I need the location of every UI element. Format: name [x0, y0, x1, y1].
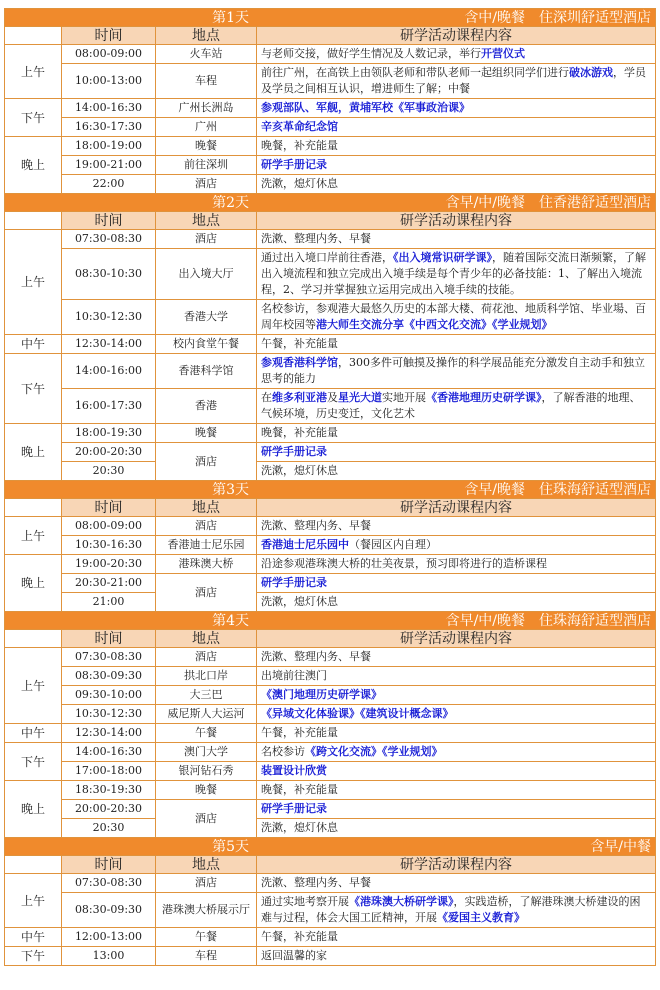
time-cell: 20:00-20:30: [62, 800, 156, 819]
col-place: 地点: [156, 499, 257, 517]
table-row: [5, 137, 656, 156]
place-cell: 酒店: [156, 230, 257, 249]
table-row: [5, 762, 656, 781]
slot-label: 晚上: [5, 137, 62, 194]
slot-label: 晚上: [5, 555, 62, 612]
day-lodging: 含早/晚餐 住珠海舒适型酒店: [464, 481, 652, 498]
content-cell: 辛亥革命纪念馆: [257, 118, 656, 137]
col-course: 研学活动课程内容: [257, 630, 656, 648]
slot-label: 上午: [5, 874, 62, 928]
col-course: 研学活动课程内容: [257, 856, 656, 874]
content-cell: 研学手册记录: [257, 156, 656, 175]
place-cell: 香港科学馆: [156, 354, 257, 389]
slot-label: 晚上: [5, 424, 62, 481]
time-cell: 12:30-14:00: [62, 335, 156, 354]
content-cell: 通过出入境口岸前往香港，《出入境常识研学课》，随着国际交流日渐频繁，了解出入境流程和独立完成出入境手续是每个青少年的必备技能：1、了解出入境流程，2、学习并掌握独立运用完成出入境手续的技能。: [257, 249, 656, 300]
col-place: 地点: [156, 856, 257, 874]
time-cell: 13:00: [62, 947, 156, 966]
content-cell: 前往广州，在高铁上由领队老师和带队老师一起组织同学们进行破冰游戏，学员及学员之间相互认识，增进师生了解；中餐: [257, 64, 656, 99]
table-row: [5, 724, 656, 743]
place-cell: 火车站: [156, 45, 257, 64]
table-row: [5, 230, 656, 249]
place-cell: 酒店: [156, 175, 257, 194]
table-row: [5, 667, 656, 686]
content-cell: 洗漱、整理内务、早餐: [257, 648, 656, 667]
day-header: [5, 481, 656, 499]
table-row: [5, 443, 656, 462]
place-cell: 酒店: [156, 800, 257, 838]
place-cell: 广州: [156, 118, 257, 137]
table-row: [5, 45, 656, 64]
table-row: [5, 156, 656, 175]
time-cell: 19:00-20:30: [62, 555, 156, 574]
place-cell: 拱北口岸: [156, 667, 257, 686]
content-cell: 名校参访《跨文化交流》《学业规划》: [257, 743, 656, 762]
table-row: [5, 175, 656, 194]
table-row: [5, 118, 656, 137]
slot-label: 下午: [5, 354, 62, 424]
time-cell: 14:00-16:30: [62, 99, 156, 118]
slot-label: 上午: [5, 517, 62, 555]
table-row: [5, 781, 656, 800]
content-cell: 晚餐，补充能量: [257, 424, 656, 443]
day-header: [5, 612, 656, 630]
slot-label: 上午: [5, 230, 62, 335]
table-row: [5, 99, 656, 118]
col-place: 地点: [156, 27, 257, 45]
place-cell: 晚餐: [156, 424, 257, 443]
table-row: [5, 64, 656, 99]
time-cell: 20:30: [62, 462, 156, 481]
column-header-row: [5, 630, 656, 648]
time-cell: 17:00-18:00: [62, 762, 156, 781]
col-time: 时间: [62, 499, 156, 517]
place-cell: 出入境大厅: [156, 249, 257, 300]
place-cell: 香港迪士尼乐园: [156, 536, 257, 555]
place-cell: 酒店: [156, 443, 257, 481]
time-cell: 07:30-08:30: [62, 874, 156, 893]
content-cell: 洗漱，熄灯休息: [257, 462, 656, 481]
table-row: [5, 593, 656, 612]
time-cell: 10:30-16:30: [62, 536, 156, 555]
day-title: 第3天: [212, 481, 249, 498]
content-cell: 午餐，补充能量: [257, 335, 656, 354]
content-cell: 研学手册记录: [257, 443, 656, 462]
content-cell: 参观香港科学馆，300多件可触摸及操作的科学展品能充分激发自主动手和独立思考的能力: [257, 354, 656, 389]
place-cell: 晚餐: [156, 781, 257, 800]
time-cell: 08:30-09:30: [62, 893, 156, 928]
place-cell: 午餐: [156, 928, 257, 947]
table-row: [5, 462, 656, 481]
table-row: [5, 335, 656, 354]
content-cell: 《异域文化体验课》《建筑设计概念课》: [257, 705, 656, 724]
table-row: [5, 928, 656, 947]
table-row: [5, 893, 656, 928]
place-cell: 大三巴: [156, 686, 257, 705]
place-cell: 威尼斯人大运河: [156, 705, 257, 724]
table-row: [5, 555, 656, 574]
table-row: [5, 648, 656, 667]
content-cell: 晚餐，补充能量: [257, 781, 656, 800]
time-cell: 08:00-09:00: [62, 517, 156, 536]
time-cell: 08:30-09:30: [62, 667, 156, 686]
place-cell: 银河钻石秀: [156, 762, 257, 781]
table-row: [5, 819, 656, 838]
day-title: 第5天: [212, 838, 249, 855]
content-cell: 通过实地考察开展《港珠澳大桥研学课》，实践造桥，了解港珠澳大桥建设的困难与过程，体会大国工匠精神，开展《爱国主义教育》: [257, 893, 656, 928]
time-cell: 16:00-17:30: [62, 389, 156, 424]
place-cell: 午餐: [156, 724, 257, 743]
itinerary-document: [4, 8, 655, 966]
time-cell: 09:30-10:00: [62, 686, 156, 705]
place-cell: 酒店: [156, 874, 257, 893]
time-cell: 08:30-10:30: [62, 249, 156, 300]
content-cell: 名校参访，参观港大最悠久历史的本部大楼、荷花池、地质科学馆、毕业場、百周年校园等港大师生交流分享《中西文化交流》《学业规划》: [257, 300, 656, 335]
content-cell: 洗漱，熄灯休息: [257, 175, 656, 194]
time-cell: 08:00-09:00: [62, 45, 156, 64]
time-cell: 20:30-21:00: [62, 574, 156, 593]
content-cell: 在维多利亚港及星光大道实地开展《香港地理历史研学课》，了解香港的地理、气候环境，历史变迁，文化艺术: [257, 389, 656, 424]
slot-label: 晚上: [5, 781, 62, 838]
place-cell: 广州长洲岛: [156, 99, 257, 118]
table-row: [5, 424, 656, 443]
column-header-row: [5, 27, 656, 45]
slot-label: 上午: [5, 648, 62, 724]
place-cell: 澳门大学: [156, 743, 257, 762]
place-cell: 校内食堂午餐: [156, 335, 257, 354]
content-cell: 研学手册记录: [257, 800, 656, 819]
table-row: [5, 800, 656, 819]
day-lodging: 含早/中餐: [590, 838, 652, 855]
day-lodging: 含早/中/晚餐 住香港舒适型酒店: [445, 194, 652, 211]
time-cell: 14:00-16:00: [62, 354, 156, 389]
time-cell: 07:30-08:30: [62, 230, 156, 249]
place-cell: 晚餐: [156, 137, 257, 156]
content-cell: 午餐，补充能量: [257, 928, 656, 947]
day-lodging: 含早/中/晚餐 住珠海舒适型酒店: [445, 612, 652, 629]
time-cell: 07:30-08:30: [62, 648, 156, 667]
col-time: 时间: [62, 856, 156, 874]
table-row: [5, 743, 656, 762]
day-lodging: 含中/晚餐 住深圳舒适型酒店: [464, 9, 652, 26]
day-title: 第2天: [212, 194, 249, 211]
time-cell: 14:00-16:30: [62, 743, 156, 762]
place-cell: 香港大学: [156, 300, 257, 335]
day-header: [5, 838, 656, 856]
table-row: [5, 249, 656, 300]
col-place: 地点: [156, 212, 257, 230]
place-cell: 港珠澳大桥: [156, 555, 257, 574]
time-cell: 10:30-12:30: [62, 705, 156, 724]
content-cell: 洗漱、整理内务、早餐: [257, 517, 656, 536]
slot-label: 上午: [5, 45, 62, 99]
table-row: [5, 517, 656, 536]
day-header: [5, 9, 656, 27]
place-cell: 香港: [156, 389, 257, 424]
col-time: 时间: [62, 212, 156, 230]
content-cell: 洗漱，熄灯休息: [257, 819, 656, 838]
slot-label: 中午: [5, 335, 62, 354]
content-cell: 香港迪士尼乐园中（餐园区内自理）: [257, 536, 656, 555]
content-cell: 研学手册记录: [257, 574, 656, 593]
time-cell: 19:00-21:00: [62, 156, 156, 175]
time-cell: 16:30-17:30: [62, 118, 156, 137]
table-row: [5, 947, 656, 966]
day-title: 第1天: [212, 9, 249, 26]
content-cell: 《澳门地理历史研学课》: [257, 686, 656, 705]
time-cell: 20:00-20:30: [62, 443, 156, 462]
table-row: [5, 574, 656, 593]
content-cell: 洗漱，熄灯休息: [257, 593, 656, 612]
slot-label: 下午: [5, 99, 62, 137]
day-header: [5, 194, 656, 212]
day-title: 第4天: [212, 612, 249, 629]
time-cell: 21:00: [62, 593, 156, 612]
content-cell: 返回温馨的家: [257, 947, 656, 966]
content-cell: 出境前往澳门: [257, 667, 656, 686]
time-cell: 18:00-19:30: [62, 424, 156, 443]
place-cell: 港珠澳大桥展示厅: [156, 893, 257, 928]
time-cell: 12:00-13:00: [62, 928, 156, 947]
time-cell: 10:00-13:00: [62, 64, 156, 99]
time-cell: 18:30-19:30: [62, 781, 156, 800]
place-cell: 车程: [156, 947, 257, 966]
table-row: [5, 874, 656, 893]
content-cell: 洗漱、整理内务、早餐: [257, 230, 656, 249]
content-cell: 与老师交接，做好学生情况及人数记录，举行开营仪式: [257, 45, 656, 64]
slot-label: 中午: [5, 724, 62, 743]
col-time: 时间: [62, 630, 156, 648]
table-row: [5, 686, 656, 705]
content-cell: 洗漱、整理内务、早餐: [257, 874, 656, 893]
slot-label: 下午: [5, 743, 62, 781]
place-cell: 酒店: [156, 648, 257, 667]
place-cell: 酒店: [156, 517, 257, 536]
slot-label: 中午: [5, 928, 62, 947]
column-header-row: [5, 856, 656, 874]
table-row: [5, 705, 656, 724]
col-course: 研学活动课程内容: [257, 499, 656, 517]
itinerary-table: [4, 8, 656, 966]
place-cell: 酒店: [156, 574, 257, 612]
content-cell: 晚餐，补充能量: [257, 137, 656, 156]
time-cell: 12:30-14:00: [62, 724, 156, 743]
place-cell: 前往深圳: [156, 156, 257, 175]
content-cell: 参观部队、军舰，黄埔军校《军事政治课》: [257, 99, 656, 118]
table-row: [5, 300, 656, 335]
col-time: 时间: [62, 27, 156, 45]
content-cell: 沿途参观港珠澳大桥的壮美夜景，预习即将进行的造桥课程: [257, 555, 656, 574]
content-cell: 装置设计欣赏: [257, 762, 656, 781]
time-cell: 22:00: [62, 175, 156, 194]
slot-label: 下午: [5, 947, 62, 966]
content-cell: 午餐，补充能量: [257, 724, 656, 743]
time-cell: 10:30-12:30: [62, 300, 156, 335]
time-cell: 18:00-19:00: [62, 137, 156, 156]
table-row: [5, 354, 656, 389]
col-course: 研学活动课程内容: [257, 27, 656, 45]
place-cell: 车程: [156, 64, 257, 99]
time-cell: 20:30: [62, 819, 156, 838]
table-row: [5, 389, 656, 424]
column-header-row: [5, 499, 656, 517]
col-course: 研学活动课程内容: [257, 212, 656, 230]
col-place: 地点: [156, 630, 257, 648]
column-header-row: [5, 212, 656, 230]
table-row: [5, 536, 656, 555]
